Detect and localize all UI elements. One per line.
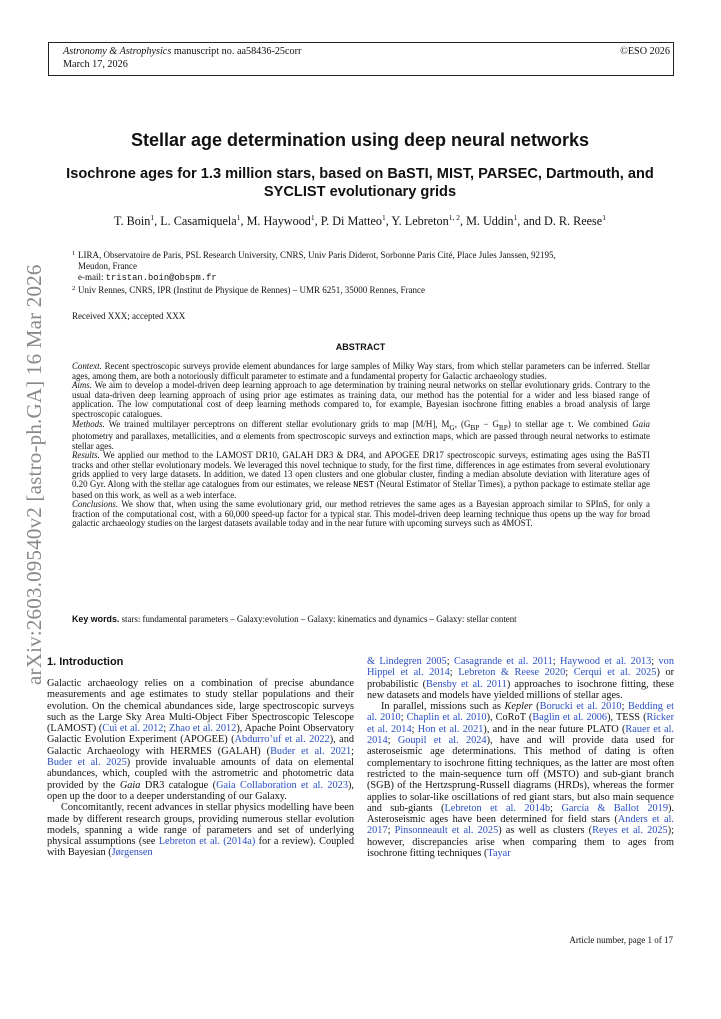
citation-link[interactable]: Casagrande et al. 2011 xyxy=(453,656,553,667)
abstract-body xyxy=(72,362,650,529)
citation-link[interactable]: Bensby et al. 2011 xyxy=(426,678,507,690)
intro-paragraph-1: Galactic archaeology relies on a combination of precise abundance measurements and age estimates to study stellar populations and their evolution. On the chemical abundances side, large spectroscopic surveys such as the Large Sky Area Multi-Object Fiber Spectroscopic Telescope (LAMOST) (Cui et al. 2012; Zhao et al. 2012), Apache Point Observatory Galactic Evolution Experiment (APOGEE) (Abdurro’uf et al. 2022), and Galactic Archaeology with HERMES (GALAH) (Buder et al. 2021; Buder et al. 2025) provide invaluable amounts of data on elemental abundances, which, coupled with the astrometric and photometric data provided by the Gaia DR3 catalogue (Gaia Collaboration et al. 2023), open up the door to a deeper understanding of our Galaxy. xyxy=(47,678,355,802)
citation-link[interactable]: Lebreton & Reese 2020 xyxy=(458,667,566,679)
section-heading-introduction: 1. Introduction xyxy=(47,656,124,668)
citation-link[interactable]: Lebreton et al. 2014b xyxy=(444,802,551,814)
abstract-methods: Methods. We trained multilayer perceptrons on different stellar evolutionary grids to map [M/H], $M_G$, $(G_{BP} - G_{RP})$ to stellar age τ. We combined Gaia photometry and parallaxes, metallicities, and α elements from spectroscopic surveys and extinction maps, which are passed through neural networks to estimate stellar ages. xyxy=(72,418,650,451)
citation-link[interactable]: Chaplin et al. 2010 xyxy=(406,712,487,724)
citation-link[interactable]: Lebreton et al. (2014a) xyxy=(158,836,256,848)
keywords xyxy=(72,614,650,624)
abstract-context: Context. Recent spectroscopic surveys provide element abundances for large samples of Milky Way stars, from which stellar parameters can be inferred. Stellar ages, among them, are both a notoriously difficult parameter to estimate and a fundamental property for Galactic archaeology studies. xyxy=(72,361,650,381)
citation-link[interactable]: Tayar xyxy=(487,848,511,860)
manuscript-number: manuscript no. aa58436-25corr xyxy=(173,46,302,57)
author-affiliation-mark: 1 xyxy=(310,213,315,222)
citation-link[interactable]: Anders et al. 2017 xyxy=(367,814,674,837)
journal-header xyxy=(48,42,674,76)
author-affiliation-mark: 1 xyxy=(150,213,155,222)
affiliation-2: 2 Univ Rennes, CNRS, IPR (Institut de Physique de Rennes) – UMR 6251, 35000 Rennes, France xyxy=(72,284,425,295)
citation-link[interactable]: Bedding et al. 2010 xyxy=(367,701,674,724)
author: M. Haywood xyxy=(246,214,311,229)
right-column xyxy=(367,656,674,859)
citation-link[interactable]: Pinsonneault et al. 2025 xyxy=(394,825,499,837)
citation-link[interactable]: Reyes et al. 2025 xyxy=(592,825,668,837)
author: T. Boin xyxy=(114,214,151,229)
arxiv-watermark xyxy=(22,265,52,685)
citation-link[interactable]: Hon et al. 2021 xyxy=(417,723,484,735)
intro-paragraph-3: In parallel, missions such as Kepler (Borucki et al. 2010; Bedding et al. 2010; Chaplin et al. 2010), CoRoT (Baglin et al. 2006), TESS (Ricker et al. 2014; Hon et al. 2021), and in the near future PLATO (Rauer et al. 2014; Goupil et al. 2024), have and will provide data used for asteroseismic age determinations. This method of dating is often complementary to isochrone fitting techniques, as the latter are most often restricted to the main-sequence turn off (MSTO) and sub-giant branch (SGB) of the Hertzsprung-Russell diagrams (HRDs), whereas the former applies to solar-like oscillations of red giant stars, but also main sequence and sub-giants (Lebreton et al. 2014b; García & Ballot 2019). Asteroseismic ages have been determined for field stars (Anders et al. 2017; Pinsonneault et al. 2025) as well as clusters (Reyes et al. 2025); however, discrepancies arise when comparing them to ages from isochrone fitting techniques (Tayar xyxy=(367,701,675,860)
received-accepted-line: Received XXX; accepted XXX xyxy=(72,311,186,321)
intro-paragraph-2-continued: & Lindegren 2005; Casagrande et al. 2011; Haywood et al. 2013; von Hippel et al. 2014; Lebreton & Reese 2020; Cerqui et al. 2025) or probabilistic (Bensby et al. 2011) approaches to isochrone fitting, these new datasets and models have yielded millions of stellar ages. xyxy=(367,656,675,701)
author-list: T. Boin$^1$, L. Casamiquela$^1$, M. Haywood$^1$, P. Di Matteo$^1$, Y. Lebreton$^{1, 2}$, M. Uddin$^1$, and D. R. Reese$^1$ xyxy=(114,213,606,229)
keywords-label: Key words. xyxy=(72,614,120,624)
citation-link[interactable]: & Lindegren 2005 xyxy=(367,656,447,667)
manuscript-date: March 17, 2026 xyxy=(63,59,128,70)
author-email-link[interactable]: tristan.boin@obspm.fr xyxy=(105,273,217,284)
author-affiliation-mark: 1, 2 xyxy=(448,213,460,222)
citation-link[interactable]: Cerqui et al. 2025 xyxy=(573,667,657,679)
author: Y. Lebreton xyxy=(391,214,449,229)
author-affiliation-mark: 1 xyxy=(382,213,386,222)
journal-name: Astronomy & Astrophysics xyxy=(63,46,172,57)
citation-link[interactable]: Rauer et al. 2014 xyxy=(367,723,675,747)
citation-link[interactable]: Zhao et al. 2012 xyxy=(168,723,237,735)
citation-link[interactable]: Buder et al. 2021 xyxy=(270,745,352,757)
author: M. Uddin xyxy=(466,214,514,229)
citation-link[interactable]: Cui et al. 2012 xyxy=(102,723,164,735)
abstract-heading: ABSTRACT xyxy=(335,342,386,352)
citation-link[interactable]: von Hippel et al. 2014 xyxy=(367,656,674,679)
author: D. R. Reese xyxy=(543,214,603,229)
page-footer: Article number, page 1 of 17 xyxy=(569,935,673,945)
citation-link[interactable]: García & Ballot 2019 xyxy=(561,802,668,814)
author: P. Di Matteo xyxy=(320,214,383,229)
citation-link[interactable]: Goupil et al. 2024 xyxy=(397,735,487,747)
paper-title: Stellar age determination using deep neural networks xyxy=(130,130,590,150)
abstract-aims: Aims. We aim to develop a model-driven deep learning approach to age determination by training neural networks on stellar evolutionary grids. Contrary to the usual data-driven deep learning approach of using prior age estimates as training data, our method has the potential for a wider and less biased range of application. The low computational cost of deep learning methods compared to, for example, Bayesian isochrone fitting enables a broad analysis of large spectroscopic catalogues. xyxy=(72,380,650,419)
author-affiliation-mark: 1 xyxy=(513,213,518,222)
copyright-notice: ©ESO 2026 xyxy=(620,46,670,57)
citation-link[interactable]: Haywood et al. 2013 xyxy=(560,656,652,667)
arxiv-identifier: arXiv:2603.09540v2 [astro-ph.GA] 16 Mar 2026 xyxy=(22,264,46,685)
abstract-conclusions: Conclusions. We show that, when using the same evolutionary grid, our method retrieves the same ages as a Bayesian approach similar to SPInS, for only a fraction of the computational cost, with a 60,000 speed-up factor for a typical star. This model-driven deep learning technique thus opens up the way for broad galactic archaeology studies on the largest datasets available today and in the near future with upcoming surveys such as 4MOST. xyxy=(72,499,650,529)
citation-link[interactable]: Jørgensen xyxy=(111,847,153,859)
citation-link[interactable]: Buder et al. 2025 xyxy=(47,757,127,769)
author-affiliation-mark: 1 xyxy=(602,213,606,222)
left-column xyxy=(47,678,354,859)
citation-link[interactable]: Gaia Collaboration et al. 2023 xyxy=(216,779,348,791)
author-affiliation-mark: 1 xyxy=(236,213,241,222)
paper-subtitle: Isochrone ages for 1.3 million stars, based on BaSTI, MIST, PARSEC, Dartmouth, and SYCLIST evolutionary grids xyxy=(66,166,654,200)
author: L. Casamiquela xyxy=(160,214,237,229)
abstract-results: Results. We applied our method to the LAMOST DR10, GALAH DR3 & DR4, and APOGEE DR17 spectroscopic surveys, estimating ages using the BaSTI tracks and other stellar evolutionary models. We leveraged this novel technique to study, for the first time, differences in age estimates from several evolutionary grids applied to very large datasets. In addition, we dated 13 open clusters and one globular cluster, finding a median absolute deviation with literature ages of 0.20 Gyr. Along with the stellar age catalogues from our estimates, we release NEST (Neural Estimator of Stellar Times), a python package to estimate stellar age based on this work, as well as a web interface. xyxy=(72,450,650,500)
citation-link[interactable]: Abdurro’uf et al. 2022 xyxy=(234,734,330,746)
affiliations xyxy=(72,250,662,296)
affiliation-1: 1 LIRA, Observatoire de Paris, PSL Research University, CNRS, Univ Paris Diderot, Sorbonne Paris Cité, Place Jules Janssen, 92195, Meudon, France e-mail: tristan.boin@obspm.fr xyxy=(72,250,556,284)
intro-paragraph-2: Concomitantly, recent advances in stellar physics modelling have been made by different research groups, providing numerous stellar evolution models, spanning a wide range of parameters and set of underlying physical assumptions (see Lebreton et al. (2014a) for a review). Coupled with Bayesian (Jørgensen xyxy=(47,802,354,859)
citation-link[interactable]: Baglin et al. 2006 xyxy=(532,712,608,724)
keywords-text: stars: fundamental parameters – Galaxy:evolution – Galaxy: kinematics and dynamics – Galaxy: stellar content xyxy=(121,614,517,624)
citation-link[interactable]: Borucki et al. 2010 xyxy=(539,701,622,713)
citation-link[interactable]: Ricker et al. 2014 xyxy=(367,712,674,735)
